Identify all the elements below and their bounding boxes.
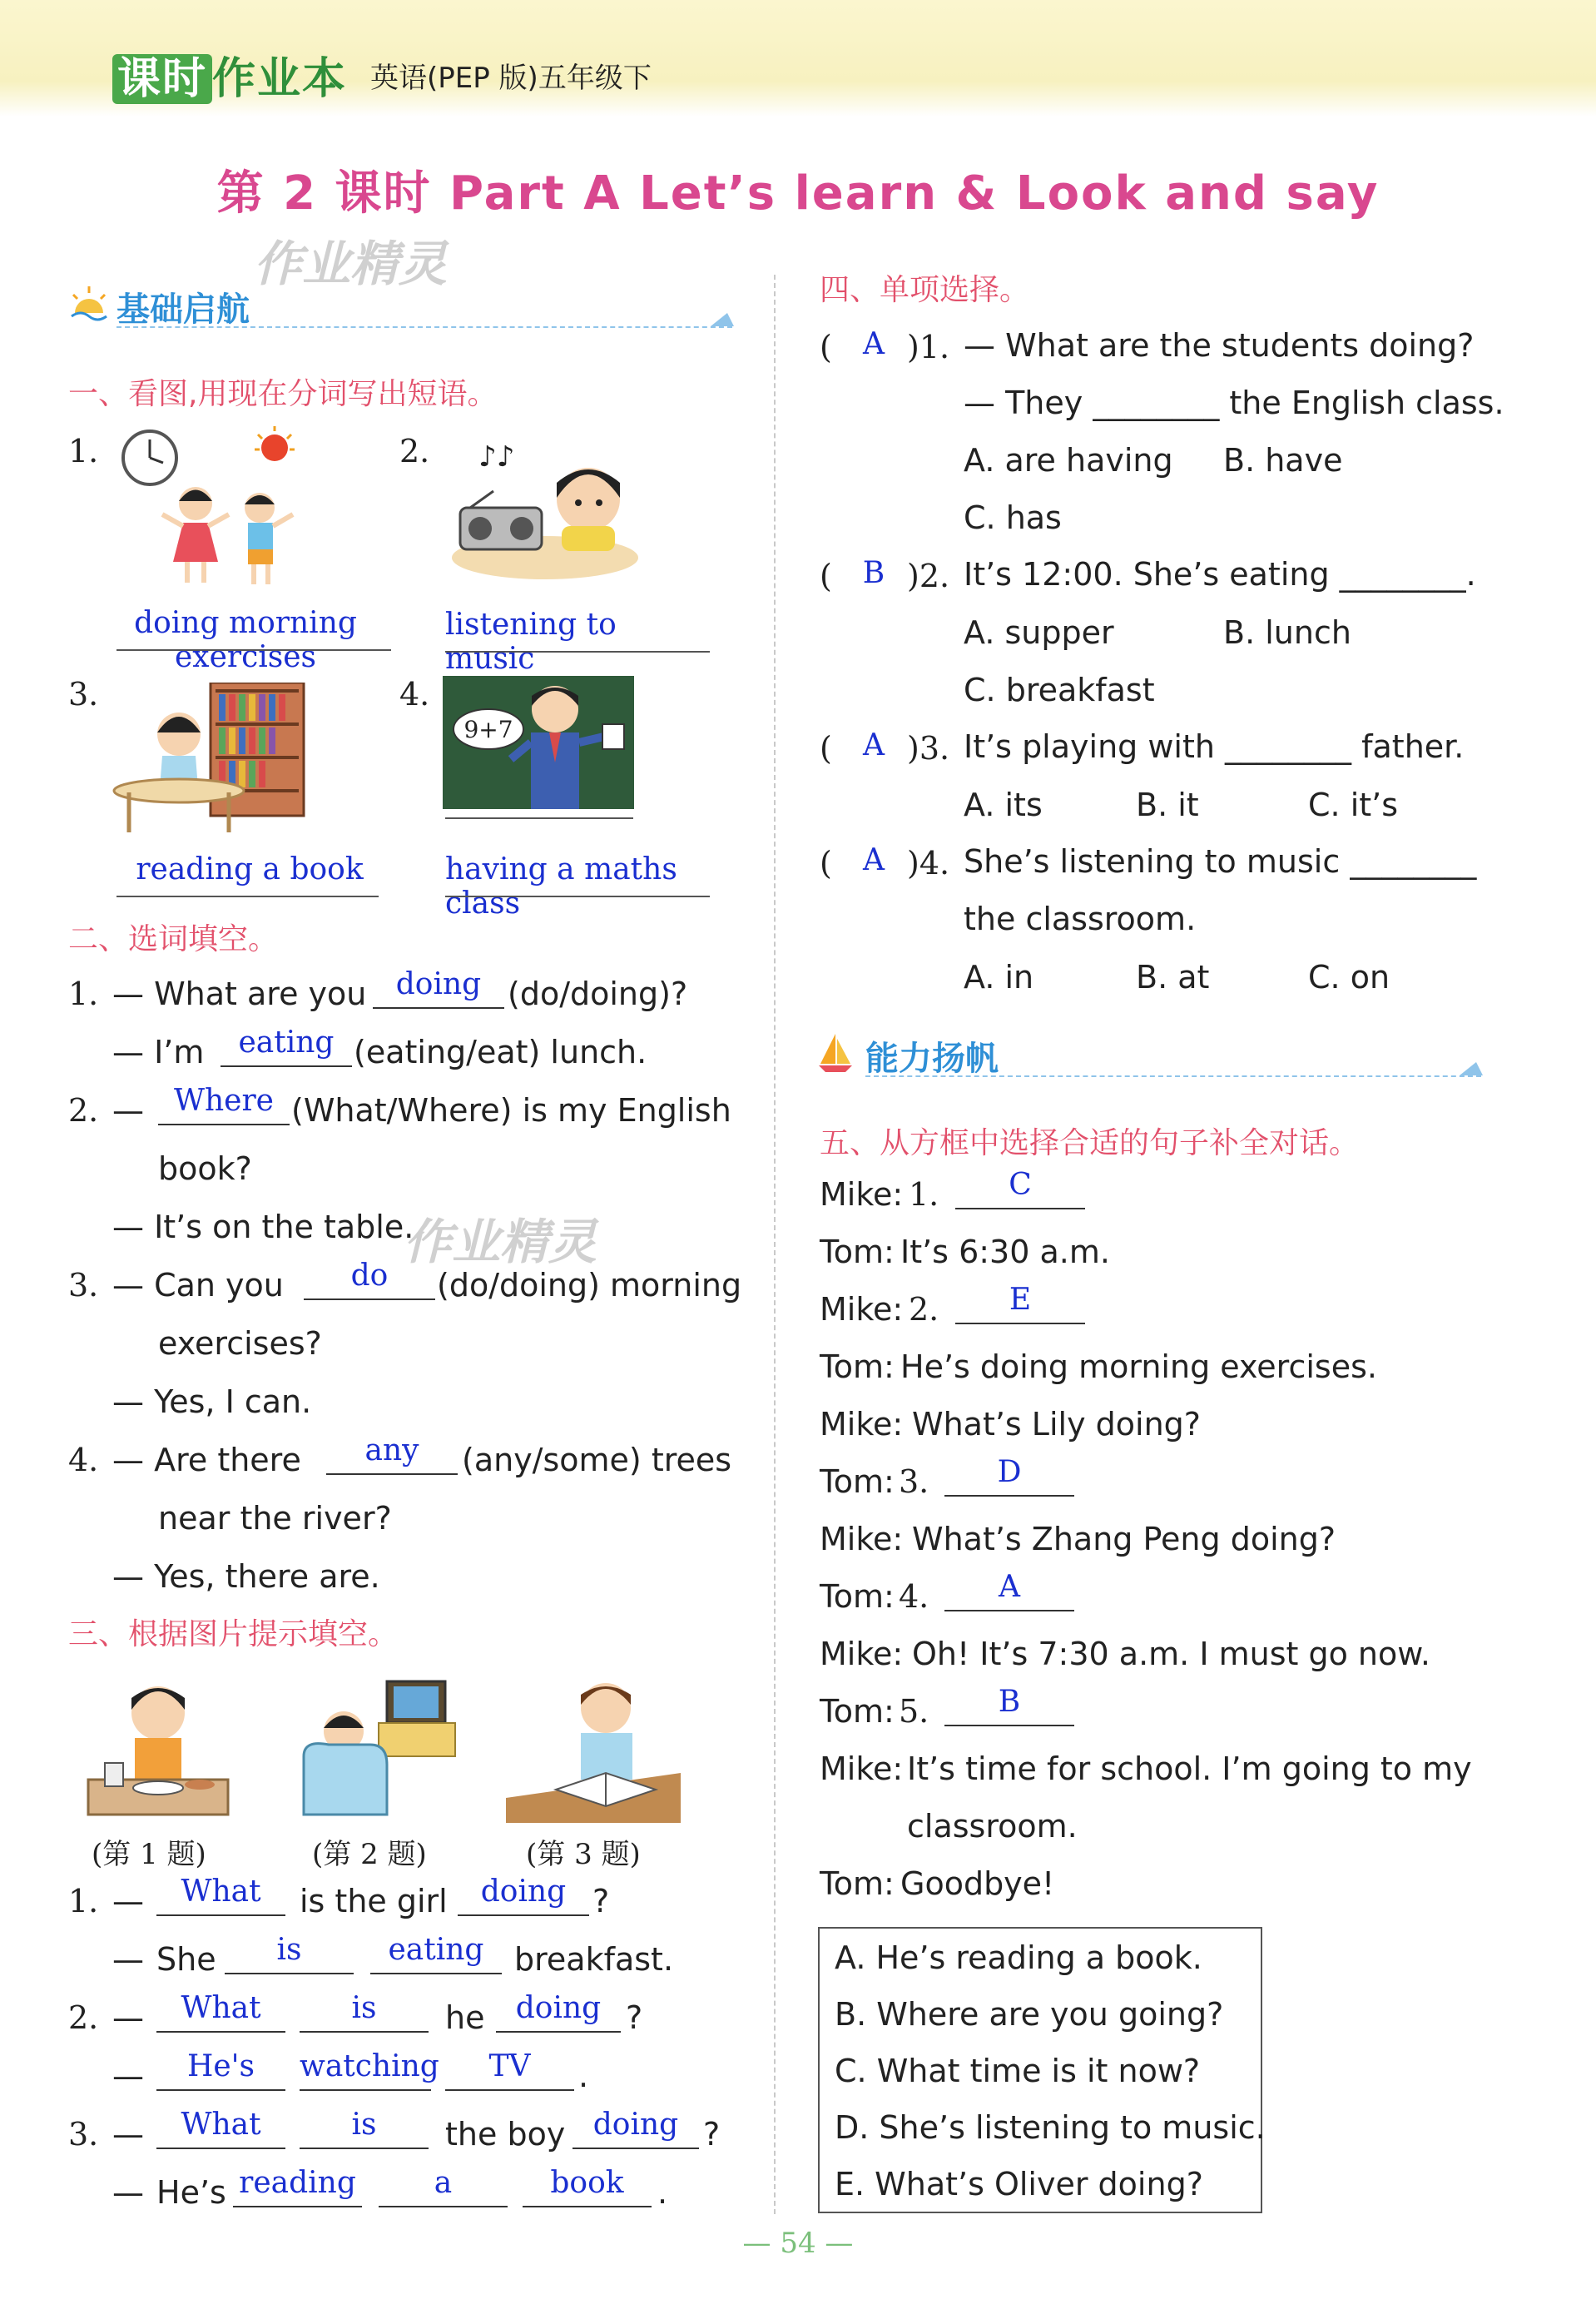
- illustration-boy-reading: [506, 1673, 681, 1826]
- q3-text: ?: [592, 1883, 610, 1919]
- q4-option: C. has: [964, 499, 1062, 536]
- q4-stem: — What are the students doing?: [964, 327, 1475, 364]
- q4-stem: It’s 12:00. She’s eating ________.: [964, 556, 1476, 593]
- dialogue-text: What’s Zhang Peng doing?: [912, 1521, 1336, 1557]
- dialogue-text: Oh! It’s 7:30 a.m. I must go now.: [912, 1636, 1430, 1672]
- q4-answer: A: [863, 327, 885, 361]
- q5-answer: B: [944, 1685, 1074, 1726]
- q3-text: .: [657, 2174, 668, 2211]
- watermark: 作业精灵: [404, 1214, 597, 1270]
- book-info: 英语(PEP 版)五年级下: [370, 62, 652, 95]
- q1-item-number: 2.: [399, 433, 430, 469]
- dialogue-text: 4.: [899, 1578, 929, 1615]
- answer-line: [116, 896, 379, 897]
- choice-paren: (: [820, 329, 832, 365]
- q3-answer: doing: [458, 1874, 589, 1916]
- q3-answer: doing: [496, 1991, 621, 2033]
- choice-paren: (: [820, 730, 832, 767]
- q2-text: — What are you: [112, 976, 367, 1012]
- q1-item-number: 4.: [399, 676, 430, 713]
- dialogue-speaker: Tom:: [820, 1234, 895, 1270]
- sail-icon: [1458, 1059, 1484, 1082]
- choice-paren: (: [820, 845, 832, 881]
- option-e: E. What’s Oliver doing?: [835, 2166, 1203, 2202]
- q2-answer: Where: [158, 1084, 290, 1125]
- q3-answer: What: [156, 1874, 285, 1916]
- q2-text: — Are there: [112, 1442, 301, 1478]
- sailboat-icon: [817, 1032, 854, 1077]
- q4-option: C. it’s: [1308, 787, 1399, 823]
- q3-text: ?: [703, 2116, 721, 2153]
- page-title: 第 2 课时 Part A Let’s learn & Look and say: [216, 166, 1380, 221]
- illustration-listening-music: [445, 433, 645, 586]
- q3-answer: is: [300, 1991, 429, 2033]
- q3-answer: a: [379, 2166, 508, 2207]
- q3-text: —: [112, 1941, 144, 1978]
- dialogue-text: Goodbye!: [900, 1865, 1055, 1902]
- blackboard-text: 9+7: [463, 716, 513, 743]
- q3-text: the boy: [445, 2116, 566, 2153]
- q3-answer: He's: [156, 2049, 285, 2091]
- q2-item-number: 4.: [68, 1442, 99, 1478]
- q3-answer: What: [156, 2108, 285, 2149]
- dialogue-speaker: Mike:: [820, 1291, 904, 1328]
- q3-text: he: [445, 1999, 485, 2036]
- q3-answer: reading: [233, 2166, 362, 2207]
- q3-answer: watching: [300, 2049, 431, 2091]
- q3-text: —: [112, 2058, 144, 2094]
- dialogue-text: 3.: [899, 1463, 929, 1500]
- q3-item-number: 2.: [68, 1999, 99, 2036]
- dialogue-text: 1.: [909, 1176, 939, 1213]
- dialogue-speaker: Tom:: [820, 1463, 895, 1500]
- option-c: C. What time is it now?: [835, 2053, 1201, 2089]
- q1-answer: listening to music: [445, 608, 617, 676]
- q3-text: She: [156, 1941, 216, 1978]
- q3-text: —: [112, 1999, 144, 2036]
- q2-text: (eating/eat) lunch.: [354, 1034, 647, 1070]
- q4-stem: It’s playing with ________ father.: [964, 728, 1465, 765]
- q2-text: — It’s on the table.: [112, 1209, 414, 1245]
- illustration-morning-exercises: [116, 425, 316, 594]
- picture-caption: (第 2 题): [312, 1838, 427, 1871]
- q4-option: A. are having: [964, 442, 1173, 479]
- q4-option: C. on: [1308, 959, 1390, 996]
- option-b: B. Where are you going?: [835, 1996, 1224, 2033]
- q1-answer: reading a book: [136, 852, 364, 886]
- illustration-boy-tv: [295, 1673, 462, 1826]
- dialogue-speaker: Tom:: [820, 1348, 895, 1385]
- q4-option: B. lunch: [1223, 614, 1351, 651]
- q4-item-number: )2.: [907, 558, 950, 594]
- answer-line: [445, 896, 710, 897]
- illustration-girl-breakfast: [83, 1673, 233, 1826]
- q2-text: — I’m: [112, 1034, 205, 1070]
- q5-answer: E: [955, 1283, 1085, 1324]
- q2-answer: eating: [221, 1025, 352, 1067]
- q2-text: — Yes, I can.: [112, 1383, 312, 1420]
- option-d: D. She’s listening to music.: [835, 2109, 1266, 2146]
- q3-item-number: 1.: [68, 1883, 99, 1919]
- q3-text: .: [578, 2058, 589, 2094]
- q3-answer: eating: [370, 1933, 502, 1974]
- q4-answer: A: [863, 728, 885, 762]
- answer-line: [445, 651, 710, 653]
- q2-item-number: 1.: [68, 976, 99, 1012]
- q1-item-number: 1.: [68, 433, 99, 469]
- q2-text: (do/doing)?: [508, 976, 688, 1012]
- q2-text: —: [112, 1092, 144, 1129]
- brand-logo: [112, 43, 347, 106]
- q2-text: — Can you: [112, 1267, 284, 1303]
- q3-item-number: 3.: [68, 2116, 99, 2153]
- section-divider: [865, 1075, 1481, 1077]
- section-divider: [116, 326, 732, 328]
- q4-option: B. at: [1136, 959, 1210, 996]
- q2-text: (What/Where) is my English: [291, 1092, 731, 1129]
- section-ability-title: 能力扬帆: [865, 1040, 999, 1078]
- question-2-title: 二、选词填空。: [68, 922, 279, 956]
- q3-text: —: [112, 2174, 144, 2211]
- column-divider: [774, 275, 776, 2214]
- q1-answer: doing morning exercises: [134, 606, 357, 674]
- dialogue-speaker: Mike:: [820, 1406, 904, 1442]
- sail-icon: [709, 310, 736, 333]
- choice-paren: (: [820, 558, 832, 594]
- q2-text: exercises?: [158, 1325, 322, 1362]
- q3-text: —: [112, 1883, 144, 1919]
- q4-option: B. have: [1223, 442, 1343, 479]
- q4-option: A. in: [964, 959, 1034, 996]
- q4-item-number: )3.: [907, 730, 950, 767]
- illustration-maths-class: [443, 676, 634, 822]
- option-a: A. He’s reading a book.: [835, 1939, 1202, 1976]
- picture-caption: (第 1 题): [92, 1838, 206, 1871]
- q3-text: is the girl: [300, 1883, 448, 1919]
- q4-answer: A: [863, 843, 885, 877]
- q4-option: A. its: [964, 787, 1043, 823]
- dialogue-text: He’s doing morning exercises.: [900, 1348, 1377, 1385]
- q3-answer: TV: [445, 2049, 574, 2091]
- svg-text:♪♪: ♪♪: [478, 440, 515, 474]
- dialogue-text: What’s Lily doing?: [912, 1406, 1201, 1442]
- q5-answer: A: [944, 1570, 1074, 1611]
- sun-icon: [68, 283, 110, 325]
- q4-stem: She’s listening to music ________: [964, 843, 1477, 880]
- question-5-title: 五、从方框中选择合适的句子补全对话。: [820, 1126, 1360, 1160]
- q2-text: book?: [158, 1150, 252, 1187]
- dialogue-text: 5.: [899, 1693, 929, 1730]
- q4-option: B. it: [1136, 787, 1199, 823]
- answer-line: [445, 817, 633, 819]
- q3-answer: doing: [572, 2108, 699, 2149]
- q2-text: (any/some) trees: [462, 1442, 732, 1478]
- q2-text: — Yes, there are.: [112, 1558, 380, 1595]
- q3-text: He’s: [156, 2174, 226, 2211]
- watermark: 作业精灵: [254, 236, 448, 292]
- dialogue-speaker: Tom:: [820, 1865, 895, 1902]
- brand-logo-part2: 作业本: [212, 54, 348, 104]
- q4-item-number: )1.: [907, 329, 950, 365]
- q3-text: —: [112, 2116, 144, 2153]
- q2-text: (do/doing) morning: [437, 1267, 742, 1303]
- q3-answer: book: [523, 2166, 652, 2207]
- q2-answer: doing: [373, 967, 504, 1009]
- dialogue-speaker: Mike:: [820, 1750, 904, 1787]
- dialogue-text: 2.: [909, 1291, 939, 1328]
- q4-option: A. supper: [964, 614, 1114, 651]
- picture-caption: (第 3 题): [526, 1838, 641, 1871]
- question-1-title: 一、看图,用现在分词写出短语。: [68, 377, 498, 411]
- q1-answer: having a maths class: [445, 852, 677, 921]
- q4-option: C. breakfast: [964, 672, 1155, 708]
- q2-item-number: 3.: [68, 1267, 99, 1303]
- page-number: — 54 —: [742, 2227, 854, 2260]
- q2-text: near the river?: [158, 1500, 392, 1537]
- question-4-title: 四、单项选择。: [820, 273, 1030, 307]
- brand-logo-part1: 课时: [112, 54, 212, 104]
- q4-answer: B: [862, 556, 885, 590]
- q2-item-number: 2.: [68, 1092, 99, 1129]
- q2-answer: do: [304, 1259, 435, 1300]
- dialogue-speaker: Mike:: [820, 1521, 904, 1557]
- q3-text: ?: [626, 1999, 643, 2036]
- dialogue-text: It’s 6:30 a.m.: [900, 1234, 1110, 1270]
- q5-answer: D: [944, 1455, 1074, 1497]
- q3-answer: is: [225, 1933, 354, 1974]
- q4-stem: the classroom.: [964, 901, 1197, 937]
- q3-answer: is: [300, 2108, 429, 2149]
- q3-answer: What: [156, 1991, 285, 2033]
- question-3-title: 三、根据图片提示填空。: [68, 1617, 399, 1651]
- dialogue-text: classroom.: [907, 1808, 1078, 1845]
- dialogue-text: It’s time for school. I’m going to my: [907, 1750, 1472, 1787]
- q3-text: breakfast.: [514, 1941, 674, 1978]
- q4-item-number: )4.: [907, 845, 950, 881]
- section-basic-title: 基础启航: [116, 290, 250, 329]
- illustration-reading-book: [112, 683, 312, 844]
- dialogue-speaker: Mike:: [820, 1176, 904, 1213]
- answer-line: [116, 649, 391, 651]
- q5-answer: C: [955, 1168, 1085, 1209]
- dialogue-speaker: Tom:: [820, 1578, 895, 1615]
- dialogue-speaker: Tom:: [820, 1693, 895, 1730]
- dialogue-speaker: Mike:: [820, 1636, 904, 1672]
- q4-stem: — They ________ the English class.: [964, 385, 1504, 421]
- q1-item-number: 3.: [68, 676, 99, 713]
- q2-answer: any: [326, 1433, 458, 1475]
